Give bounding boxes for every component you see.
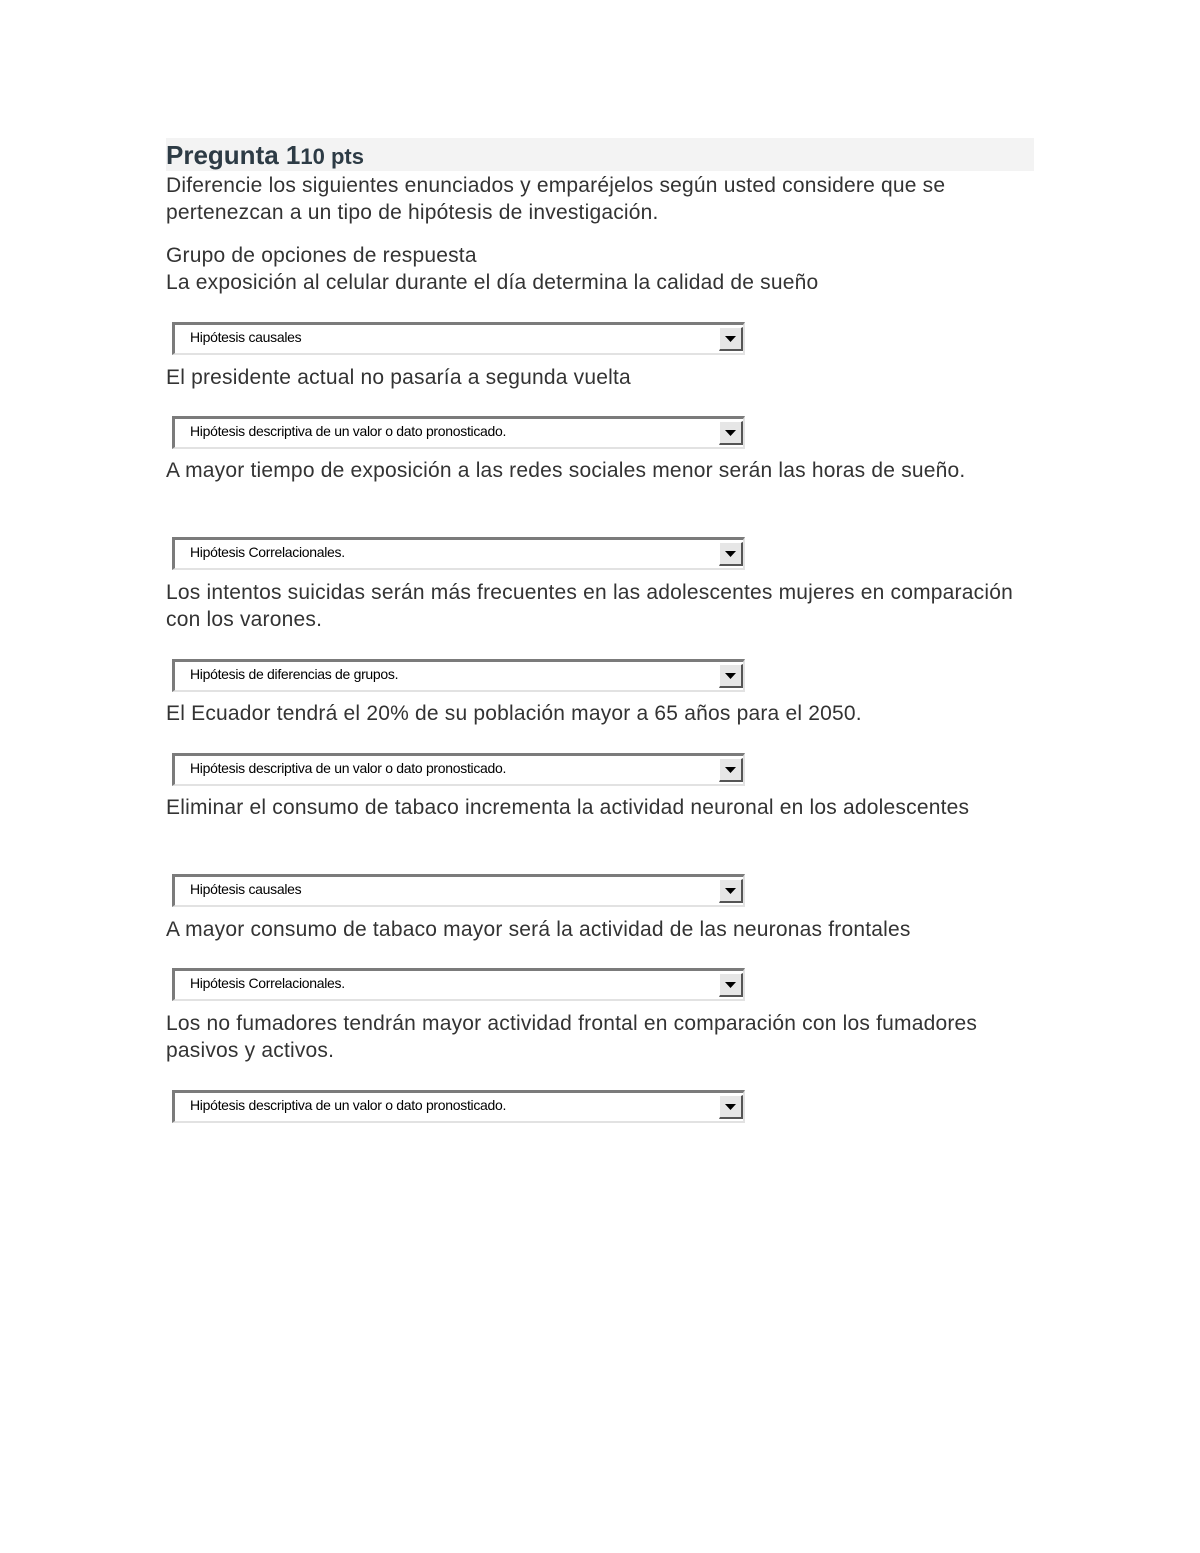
selected-value: Hipótesis descriptiva de un valor o dato pronosticado. [190,760,507,776]
statement-1: La exposición al celular durante el día determina la calidad de sueño [166,271,819,294]
dropdown-button[interactable] [719,542,743,566]
selected-value: Hipótesis causales [190,329,302,345]
chevron-down-icon [725,1104,736,1110]
selected-value: Hipótesis Correlacionales. [190,544,345,560]
statement-5: El Ecuador tendrá el 20% de su población mayor a 65 años para el 2050. [166,702,862,725]
dropdown-button[interactable] [719,973,743,997]
statement-6: Eliminar el consumo de tabaco incrementa la actividad neuronal en los adolescentes [166,796,970,819]
chevron-down-icon [725,982,736,988]
statement-7: A mayor consumo de tabaco mayor será la actividad de las neuronas frontales [166,918,911,941]
chevron-down-icon [725,888,736,894]
chevron-down-icon [725,336,736,342]
answer-select-1[interactable] [172,322,745,355]
statement-2: El presidente actual no pasaría a segunda vuelta [166,366,631,389]
question-prompt: Diferencie los siguientes enunciados y emparéjelos según usted considere que se pertenezcan a un tipo de hipótesis de investigación. [166,174,946,224]
statement-8: Los no fumadores tendrán mayor actividad frontal en comparación con los fumadores pasivos y activos. [166,1012,978,1062]
answer-select-3[interactable] [172,537,745,570]
chevron-down-icon [725,673,736,679]
question-points: 10 pts [300,144,364,169]
selected-value: Hipótesis de diferencias de grupos. [190,666,399,682]
dropdown-button[interactable] [719,421,743,445]
question-number: Pregunta 1 [166,140,301,170]
answer-select-8[interactable] [172,1090,745,1123]
answer-select-2[interactable] [172,416,745,449]
answer-select-4[interactable] [172,659,745,692]
dropdown-button[interactable] [719,327,743,351]
question-title [166,140,364,175]
answer-select-6[interactable] [172,874,745,907]
selected-value: Hipótesis descriptiva de un valor o dato pronosticado. [190,423,507,439]
selected-value: Hipótesis descriptiva de un valor o dato pronosticado. [190,1097,507,1113]
dropdown-button[interactable] [719,664,743,688]
chevron-down-icon [725,430,736,436]
chevron-down-icon [725,767,736,773]
dropdown-button[interactable] [719,879,743,903]
answer-group-label: Grupo de opciones de respuesta [166,244,477,267]
dropdown-button[interactable] [719,758,743,782]
statement-3: A mayor tiempo de exposición a las redes sociales menor serán las horas de sueño. [166,459,966,482]
statement-4: Los intentos suicidas serán más frecuentes en las adolescentes mujeres en comparación con los varones. [166,581,1013,631]
answer-select-7[interactable] [172,968,745,1001]
dropdown-button[interactable] [719,1095,743,1119]
answer-select-5[interactable] [172,753,745,786]
selected-value: Hipótesis causales [190,881,302,897]
chevron-down-icon [725,551,736,557]
selected-value: Hipótesis Correlacionales. [190,975,345,991]
